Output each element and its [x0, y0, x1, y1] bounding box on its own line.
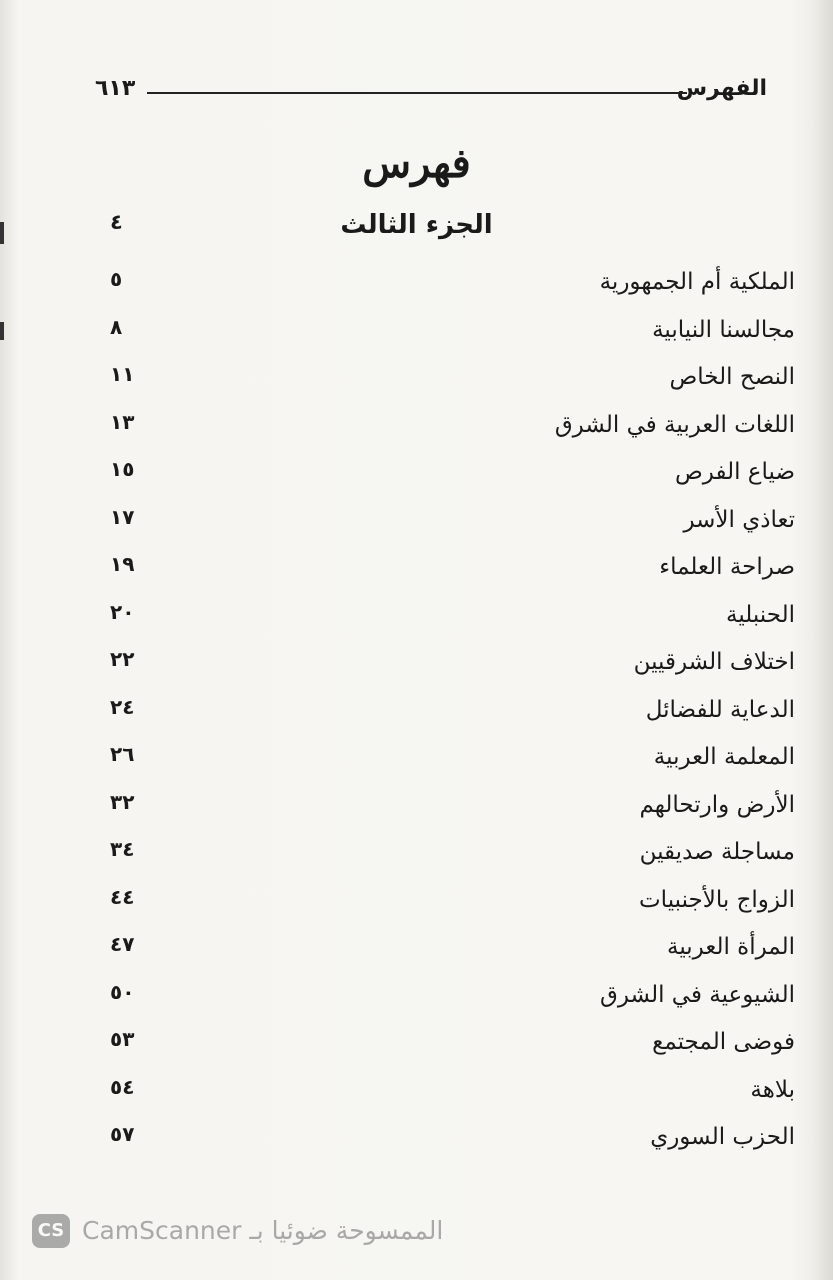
toc-entry-page: ١٧ — [110, 504, 135, 529]
toc-entry-title: فوضى المجتمع — [652, 1029, 795, 1055]
toc-entry-page: ١٥ — [110, 457, 135, 481]
toc-entry-title: المرأة العربية — [667, 934, 795, 960]
header-page-number: ٦١٣ — [95, 76, 136, 101]
toc-entry-page: ٤٤ — [110, 884, 135, 909]
table-of-contents — [110, 265, 795, 1168]
toc-entry — [110, 788, 795, 836]
toc-entry-page: ٥٧ — [110, 1122, 135, 1146]
toc-entry-title: الحزب السوري — [650, 1124, 795, 1150]
index-title: فهرس — [362, 140, 471, 187]
toc-entry-page: ١٩ — [110, 552, 135, 576]
toc-entry-title: اختلاف الشرقيين — [633, 649, 795, 675]
toc-entry-title: صراحة العلماء — [659, 554, 795, 580]
toc-entry — [110, 360, 795, 408]
watermark-text: الممسوحة ضوئيا بـ CamScanner — [82, 1216, 444, 1245]
toc-entry-page: ٢٦ — [110, 742, 135, 766]
toc-entry-page: ٢٢ — [110, 647, 135, 671]
toc-entry-page: ٢٠ — [110, 599, 135, 624]
toc-entry — [110, 835, 795, 883]
toc-entry — [110, 930, 795, 978]
toc-entry — [110, 503, 795, 551]
toc-entry — [110, 1073, 795, 1121]
toc-entry-title: ضياع الفرص — [674, 459, 795, 485]
toc-entry — [110, 1120, 795, 1168]
toc-entry-page: ٢٤ — [110, 694, 135, 719]
toc-entry-title: الملكية أم الجمهورية — [599, 269, 795, 295]
toc-entry-title: مساجلة صديقين — [639, 839, 795, 865]
toc-entry — [110, 978, 795, 1026]
toc-entry-page: ٥٣ — [110, 1027, 135, 1051]
camscanner-watermark — [32, 1212, 492, 1256]
toc-entry — [110, 455, 795, 503]
toc-entry — [110, 550, 795, 598]
toc-entry — [110, 408, 795, 456]
toc-entry — [110, 740, 795, 788]
toc-entry-page: ٥٠ — [110, 979, 135, 1004]
toc-entry-title: مجالسنا النيابية — [652, 316, 795, 343]
toc-entry-page: ٨ — [110, 314, 123, 339]
toc-entry-title: الزواج بالأجنبيات — [639, 886, 795, 913]
toc-entry-title: الأرض وارتحالهم — [639, 791, 795, 818]
header-rule — [147, 92, 687, 94]
toc-entry — [110, 883, 795, 931]
toc-entry-title: الدعاية للفضائل — [645, 696, 795, 723]
toc-entry-page: ١٣ — [110, 409, 135, 434]
header-title: الفهرس — [676, 76, 767, 101]
toc-entry — [110, 313, 795, 361]
toc-entry-title: المعلمة العربية — [653, 744, 795, 770]
toc-entry — [110, 265, 795, 313]
toc-entry-page: ٣٤ — [110, 837, 135, 861]
section-page-number: ٤ — [110, 210, 123, 234]
toc-entry-title: تعاذي الأسر — [683, 506, 795, 533]
running-header — [95, 72, 767, 112]
toc-entry-page: ٥٤ — [110, 1074, 135, 1099]
toc-entry-title: النصح الخاص — [669, 364, 795, 390]
toc-entry — [110, 1025, 795, 1073]
toc-entry — [110, 598, 795, 646]
toc-entry-title: بلاهة — [750, 1076, 795, 1103]
spine-mark — [0, 322, 4, 340]
section-title: الجزء الثالث — [340, 210, 493, 240]
toc-entry-title: الشيوعية في الشرق — [600, 981, 795, 1008]
toc-entry — [110, 693, 795, 741]
toc-entry-page: ٣٢ — [110, 789, 135, 814]
toc-entry-title: الحنبلية — [725, 601, 795, 628]
toc-entry — [110, 645, 795, 693]
camscanner-logo: CS — [32, 1214, 70, 1248]
toc-entry-page: ٤٧ — [110, 932, 135, 956]
toc-entry-title: اللغات العربية في الشرق — [554, 411, 795, 438]
toc-entry-page: ٥ — [110, 267, 123, 291]
toc-entry-page: ١١ — [110, 362, 135, 386]
